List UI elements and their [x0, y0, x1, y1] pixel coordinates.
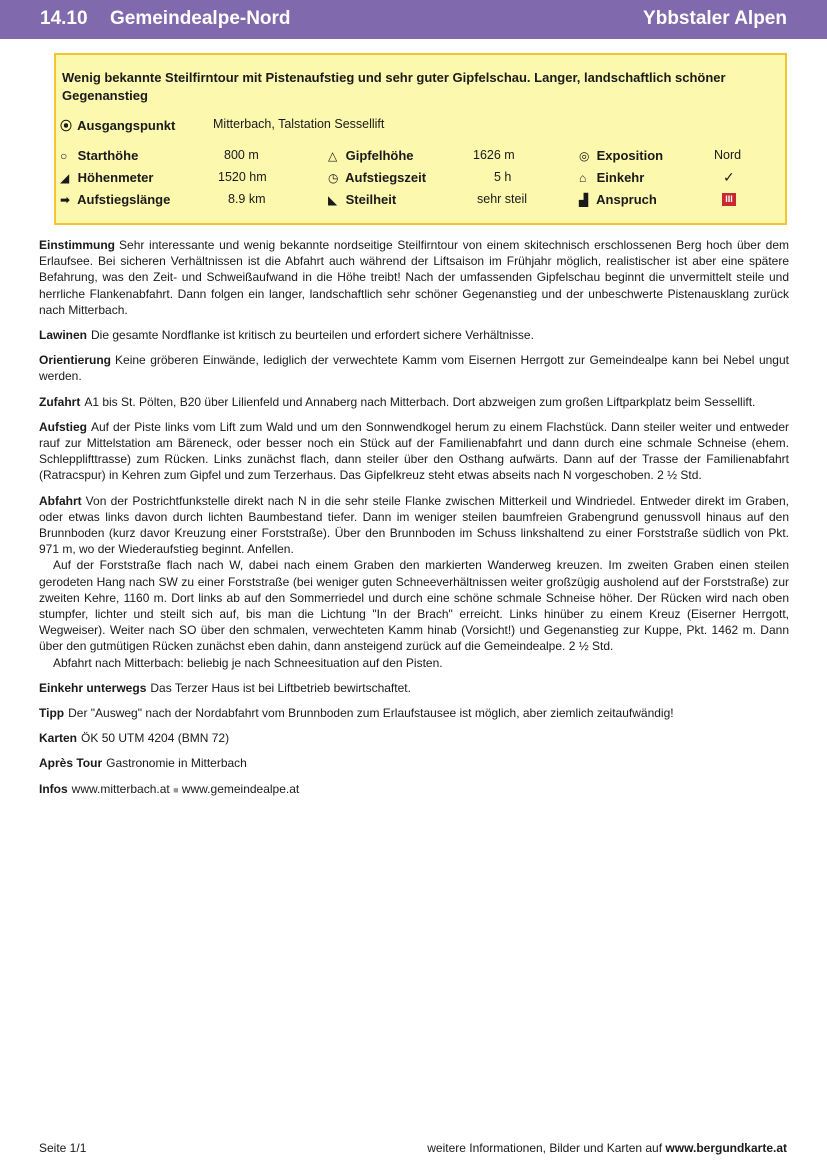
stat-steepness-value: sehr steil: [477, 192, 528, 206]
section-einstimmung: [39, 237, 789, 318]
section-label: Lawinen: [39, 328, 88, 343]
footer-text: weitere Informationen, Bilder und Karten auf: [427, 1141, 663, 1155]
page-header: [0, 0, 827, 39]
section-text: Von der Postrichtfunkstelle direkt nach N in die sehr steile Flanke zwischen Mitterkeil und Windriedel. Entweder direkt im Graben, oder etwas links davon durch lichten Baumbestand tiefer. Dann im weniger steilen baumfreien Grabengrund genussvoll hinaus auf den Brunnboden (kurz davor Kreuzung einer Forststraße). Über den Brunnboden im Schuss linkshaltend zu einer Forststraße südlich von Pkt. 971 m, wo der Wiederaufstieg beginnt. Anfellen.: [39, 493, 789, 557]
section-text: Der "Ausweg" nach der Nordabfahrt vom Brunnboden zum Erlaufstausee ist möglich, aber ziemlich zeitaufwändig!: [68, 706, 674, 721]
checkmark-icon: ✓: [723, 169, 735, 185]
section-label: Orientierung: [39, 353, 112, 368]
tour-intro: Wenig bekannte Steilfirntour mit Pistenaufstieg und sehr guter Gipfelschau. Langer, landschaftlich schöner Gegenanstieg: [62, 70, 726, 103]
tour-number: 14.10: [40, 8, 88, 29]
section-text: Die gesamte Nordflanke ist kritisch zu beurteilen und erfordert sichere Verhältnisse.: [91, 328, 534, 343]
difficulty-badge: III: [722, 193, 736, 206]
stat-summit-height-label: △ Gipfelhöhe: [328, 148, 414, 163]
section-abfahrt: [39, 493, 789, 558]
start-point-value: Mitterbach, Talstation Sessellift: [213, 117, 385, 131]
section-orientierung: [39, 352, 789, 384]
section-abfahrt-para2: Auf der Forststraße flach nach W, dabei nach einem Graben den markierten Wanderweg kreuzen. Im zweiten Graben einen steilen gerodeten Hang nach SW zu einer Forststraße (bei weniger guten Schneeverhältnissen weiter großzügig ausholend auf der Forststraße) zur zweiten Kehre, 1160 m. Dort links ab auf den Sommerriedel und durch eine schöne schmale Schneise höher. Der Rücken wird nach oben stumpfer, lichter und steilt sich auf, bis man die Lichtung "In der Brach" erreicht. Links hinüber zu einem Kreuz (Eiserner Herrgott, Wegweiser). Weiter nach SO über den schmalen, verwechteten Kamm hinab (Vorsicht!) und Gegenanstieg zur Kuppe, Pkt. 1462 m. Dann über den gutmütigen Rücken zunächst eben dahin, dann ansteigend zurück auf die Gemeindealpe. 2 ½ Std.: [39, 558, 789, 654]
link-gemeindealpe[interactable]: www.gemeindealpe.at: [181, 781, 300, 796]
section-label: Aufstieg: [39, 419, 87, 434]
section-text: Das Terzer Haus ist bei Liftbetrieb bewirtschaftet.: [150, 680, 411, 695]
section-karten: [39, 730, 789, 746]
section-label: Abfahrt: [39, 493, 82, 508]
section-text: Gastronomie in Mitterbach: [106, 756, 247, 771]
stat-ascent-length-value: 8.9 km: [228, 192, 266, 206]
stat-start-height-label: ○ Starthöhe: [60, 148, 139, 163]
section-text: ÖK 50 UTM 4204 (BMN 72): [81, 731, 230, 746]
link-mitterbach[interactable]: www.mitterbach.at: [71, 781, 170, 796]
stat-start-height-value: 800 m: [224, 148, 259, 162]
section-abfahrt-para3: Abfahrt nach Mitterbach: beliebig je nach Schneesituation auf den Pisten.: [53, 655, 443, 670]
separator-icon: ■: [173, 784, 179, 795]
section-label: Zufahrt: [39, 394, 81, 409]
section-tipp: [39, 705, 789, 721]
section-label: Einkehr unterwegs: [39, 680, 147, 695]
stat-ascent-time-label: ◷ Aufstiegszeit: [328, 170, 427, 185]
region-name: Ybbstaler Alpen: [643, 8, 787, 29]
section-label: Après Tour: [39, 756, 103, 771]
stat-hut-label: ⌂ Einkehr: [579, 170, 645, 185]
stat-ascent-length-label: ➡ Aufstiegslänge: [60, 192, 171, 207]
difficulty-icon: ▟: [579, 193, 589, 207]
stat-summit-height-value: 1626 m: [473, 148, 515, 162]
house-icon: ⌂: [579, 171, 587, 185]
section-text: Keine gröberen Einwände, lediglich der verwechtete Kamm vom Eisernen Herrgott zur Gemeindealpe kann bei Nebel ungut werden.: [39, 353, 789, 384]
stat-elevation-gain-label: ◢ Höhenmeter: [60, 170, 154, 185]
tour-infobox: [54, 53, 787, 225]
section-aufstieg: [39, 419, 789, 484]
circle-icon: ○: [60, 149, 68, 163]
section-label: Karten: [39, 731, 78, 746]
arrow-icon: ➡: [60, 193, 71, 207]
section-label: Infos: [39, 781, 68, 796]
tour-description: [39, 237, 789, 807]
clock-icon: ◷: [328, 171, 339, 185]
section-einkehr: [39, 680, 789, 696]
section-text: Auf der Piste links vom Lift zum Wald und um den Sonnwendkogel herum zu einem Flachstück. Dann steiler weiter und entweder rauf zur Mittelstation am Bäreneck, oder besser noch ein Stück auf der Familienabfahrt und dann durch eine schmale Schneise (ehem. Schlepplifttrasse) zum Rücken. Links zunächst flach, dann steiler über den Osthang aufwärts. Dann auf der Trasse der Familienabfahrt (Ratracspur) in Kehren zum Gipfel und zum Terzerhaus. Das Gipfelkreuz steht etwas abseits nach N vorgeschoben. 2 ½ Std.: [39, 419, 789, 483]
stat-steepness-label: ◣ Steilheit: [328, 192, 397, 207]
page-number: Seite 1/1: [39, 1141, 87, 1155]
section-zufahrt: [39, 394, 789, 410]
altitude-icon: ◢: [60, 171, 70, 185]
stat-elevation-gain-value: 1520 hm: [218, 170, 267, 184]
footer-site-link[interactable]: www.bergundkarte.at: [665, 1141, 787, 1155]
section-label: Tipp: [39, 706, 65, 721]
target-icon: ⦿: [60, 119, 73, 133]
compass-icon: ◎: [579, 149, 590, 163]
stat-ascent-time-value: 5 h: [494, 170, 512, 184]
footer-more-info: [427, 1141, 787, 1155]
section-apres: [39, 755, 789, 771]
section-label: Einstimmung: [39, 238, 116, 252]
start-point-label: ⦿ Ausgangspunkt: [60, 118, 176, 133]
section-lawinen: [39, 327, 789, 343]
tour-title: Gemeindealpe-Nord: [110, 8, 291, 29]
stat-exposition-label: ◎ Exposition: [579, 148, 664, 163]
section-text: A1 bis St. Pölten, B20 über Lilienfeld und Annaberg nach Mitterbach. Dort abzweigen zum großen Liftparkplatz beim Sessellift.: [84, 394, 756, 409]
slope-icon: ◣: [328, 193, 338, 207]
stat-difficulty-label: ▟ Anspruch: [579, 192, 657, 207]
triangle-icon: △: [328, 149, 338, 163]
section-infos: [39, 781, 789, 798]
stat-exposition-value: Nord: [714, 148, 742, 162]
section-text: Sehr interessante und wenig bekannte nordseitige Steilfirntour von einem skitechnisch erschlossenen Berg hoch über dem Erlaufsee. Bei sicheren Verhältnissen ist die Abfahrt auch während der Liftsaison im Frühjahr möglich, realistischer ist aber eine spätere Befahrung, was den Zeit- und Schweißaufwand in die Höhe treibt! Nach der umfassenden Gipfelschau beginnt die unvermittelt steile und herrliche Flankenabfahrt. Dann folgen ein langer, landschaftlich sehr schöner Gegenanstieg und der unbeschwerte Pistenausklang zurück nach Mitterbach.: [39, 238, 789, 317]
